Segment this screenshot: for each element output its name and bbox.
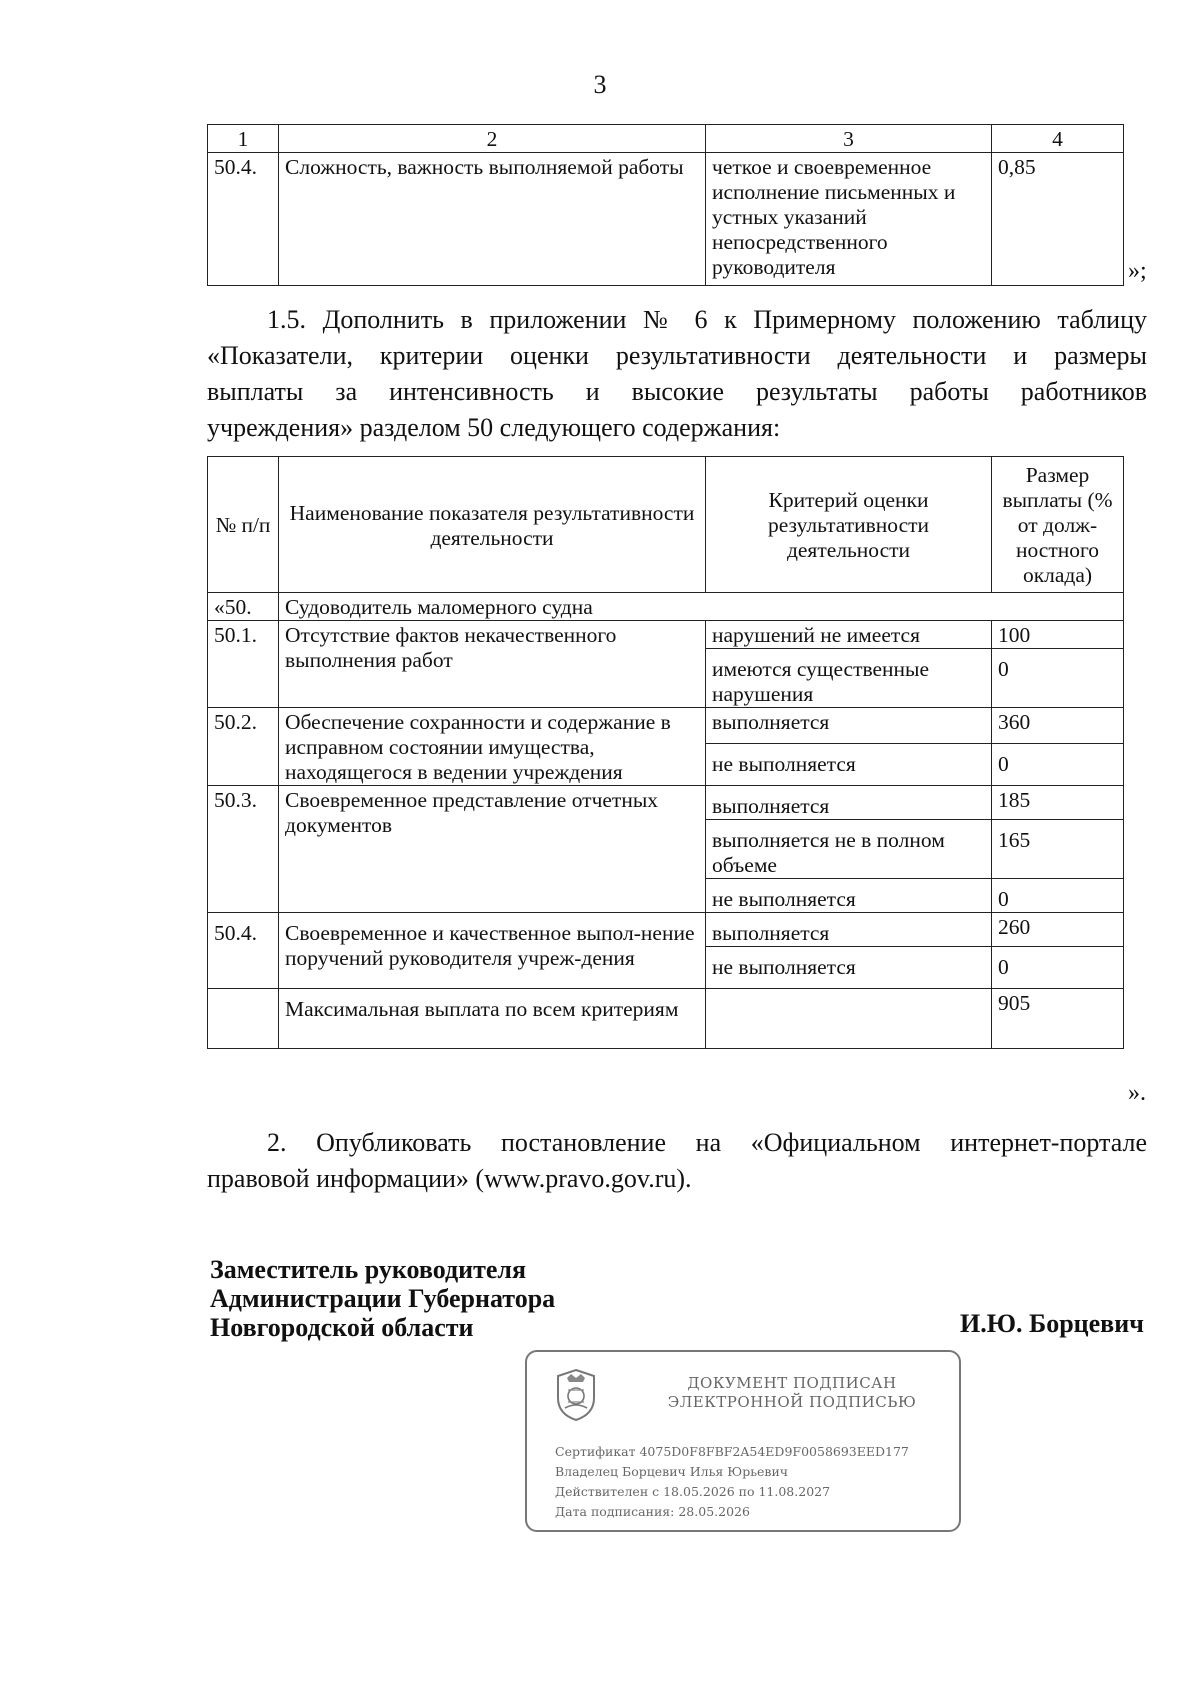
text-line: 1.5. Дополнить в приложении № 6 к Примерному положению таблицу bbox=[267, 305, 1147, 334]
header-number: № п/п bbox=[208, 457, 279, 593]
text-line: учреждения» разделом 50 следующего содержания: bbox=[207, 413, 781, 442]
text-line: «Показатели, критерии оценки результативности деятельности и размеры bbox=[207, 341, 1147, 370]
quote-closer: ». bbox=[1128, 1080, 1146, 1106]
payment-value: 0 bbox=[992, 947, 1124, 989]
total-label: Максимальная выплата по всем критериям bbox=[279, 989, 706, 1049]
column-number-1: 1 bbox=[208, 125, 279, 153]
table-header-row bbox=[208, 125, 1124, 153]
section-title: Судоводитель маломерного судна bbox=[279, 593, 1124, 621]
electronic-signature-stamp bbox=[525, 1350, 961, 1532]
text-line: 2. Опубликовать постановление на «Официальном интернет-портале bbox=[267, 1128, 1147, 1157]
payment-value: 260 bbox=[992, 913, 1124, 947]
paragraph-1-5 bbox=[207, 302, 1147, 446]
stamp-validity: Действителен с 18.05.2026 по 11.08.2027 bbox=[555, 1484, 831, 1499]
indicator-name: Своевременное представление отчетных документов bbox=[279, 786, 706, 913]
header-indicator: Наименование показателя результативности деятельности bbox=[279, 457, 706, 593]
criterion-text: выполняется bbox=[706, 786, 992, 820]
stamp-title-line: ДОКУМЕНТ ПОДПИСАН bbox=[687, 1374, 897, 1392]
text-line: выплаты за интенсивность и высокие результаты работы работников bbox=[207, 377, 1147, 406]
quote-closer: »; bbox=[1128, 258, 1147, 284]
indicator-name: Отсутствие фактов некачественного выполнения работ bbox=[279, 621, 706, 708]
header-criterion: Критерий оценки результативности деятельности bbox=[706, 457, 992, 593]
table-row bbox=[208, 913, 1124, 947]
page-number: 3 bbox=[593, 70, 607, 99]
stamp-certificate: Сертификат 4075D0F8FBF2A54ED9F0058693EED177 bbox=[555, 1444, 909, 1459]
indicator-name: Своевременное и качественное выпол-нение поручений руководителя учреж-дения bbox=[279, 913, 706, 989]
row-number: 50.2. bbox=[208, 708, 279, 786]
criterion-text: четкое и своевременное исполнение письменных и устных указаний непосредственного руководителя bbox=[706, 153, 992, 286]
signer-name: И.Ю. Борцевич bbox=[960, 1309, 1144, 1338]
stamp-sign-date: Дата подписания: 28.05.2026 bbox=[555, 1504, 750, 1519]
signer-position-line: Администрации Губернатора bbox=[210, 1284, 556, 1313]
payment-value: 165 bbox=[992, 820, 1124, 879]
table-header-row bbox=[208, 457, 1124, 593]
indicators-table bbox=[207, 456, 1124, 1049]
signer-position bbox=[210, 1255, 555, 1342]
criterion-text: нарушений не имеется bbox=[706, 621, 992, 649]
row-number: 50.3. bbox=[208, 786, 279, 913]
criterion-text: не выполняется bbox=[706, 744, 992, 786]
payment-value: 100 bbox=[992, 621, 1124, 649]
stamp-info bbox=[555, 1442, 909, 1522]
signer-position-line: Заместитель руководителя bbox=[210, 1255, 527, 1284]
indicator-name: Сложность, важность выполняемой работы bbox=[279, 153, 706, 286]
continuation-table bbox=[207, 124, 1124, 286]
table-row bbox=[208, 621, 1124, 649]
row-number: 50.4. bbox=[208, 153, 279, 286]
row-number: 50.4. bbox=[208, 913, 279, 989]
section-number: «50. bbox=[208, 593, 279, 621]
stamp-title bbox=[632, 1374, 952, 1412]
stamp-title-line: ЭЛЕКТРОННОЙ ПОДПИСЬЮ bbox=[667, 1393, 917, 1411]
table-row bbox=[208, 708, 1124, 744]
total-number-cell bbox=[208, 989, 279, 1049]
criterion-text: выполняется bbox=[706, 913, 992, 947]
novgorod-coat-of-arms-icon bbox=[553, 1368, 599, 1422]
column-number-4: 4 bbox=[992, 125, 1124, 153]
payment-value: 0 bbox=[992, 744, 1124, 786]
criterion-text: выполняется не в полном объеме bbox=[706, 820, 992, 879]
payment-value: 0,85 bbox=[992, 153, 1124, 286]
column-number-3: 3 bbox=[706, 125, 992, 153]
criterion-text: имеются существенные нарушения bbox=[706, 649, 992, 708]
criterion-text: выполняется bbox=[706, 708, 992, 744]
header-payment-size: Размер выплаты (% от долж-ностного оклада) bbox=[992, 457, 1124, 593]
criterion-text: не выполняется bbox=[706, 947, 992, 989]
row-number: 50.1. bbox=[208, 621, 279, 708]
text-line: правовой информации» (www.pravo.gov.ru). bbox=[207, 1164, 692, 1193]
signer-position-line: Новгородской области bbox=[210, 1313, 474, 1342]
stamp-owner: Владелец Борцевич Илья Юрьевич bbox=[555, 1464, 789, 1479]
criterion-text: не выполняется bbox=[706, 879, 992, 913]
total-value: 905 bbox=[992, 989, 1124, 1049]
total-criterion-cell bbox=[706, 989, 992, 1049]
payment-value: 0 bbox=[992, 649, 1124, 708]
total-row bbox=[208, 989, 1124, 1049]
table-row bbox=[208, 153, 1124, 286]
column-number-2: 2 bbox=[279, 125, 706, 153]
payment-value: 360 bbox=[992, 708, 1124, 744]
section-row bbox=[208, 593, 1124, 621]
payment-value: 185 bbox=[992, 786, 1124, 820]
table-row bbox=[208, 786, 1124, 820]
indicator-name: Обеспечение сохранности и содержание в исправном состоянии имущества, находящегося в ведении учреждения bbox=[279, 708, 706, 786]
payment-value: 0 bbox=[992, 879, 1124, 913]
paragraph-2 bbox=[207, 1125, 1147, 1197]
